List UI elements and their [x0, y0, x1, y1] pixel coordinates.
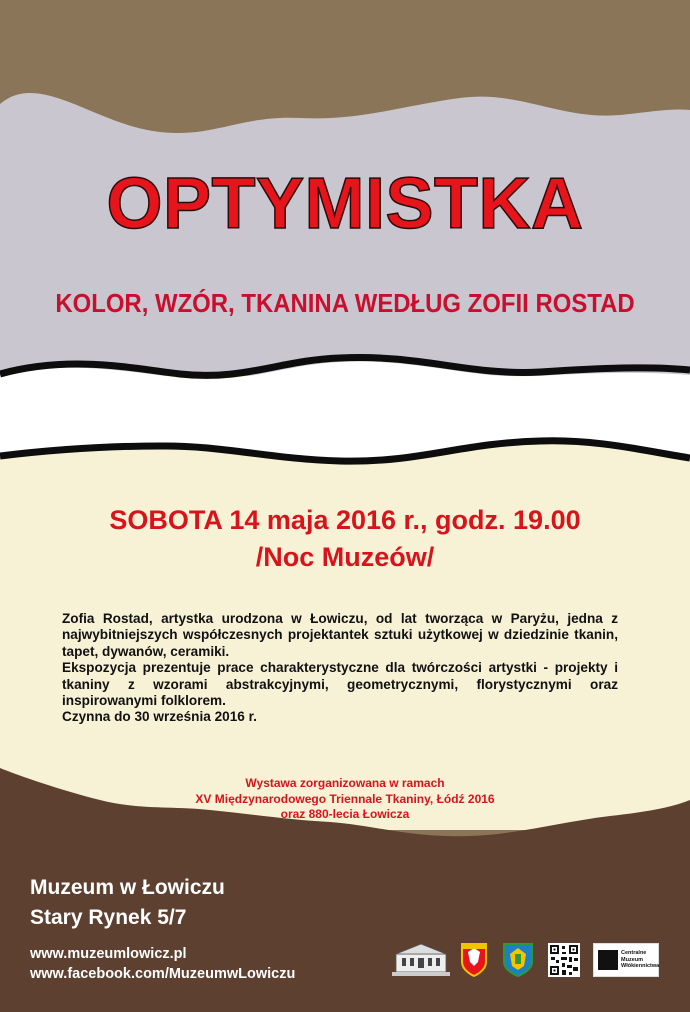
museum-building-logo [392, 940, 450, 980]
qr-code-icon [548, 943, 580, 977]
organization-note [150, 776, 540, 823]
poster-title: OPTYMISTKA [106, 164, 584, 244]
description-paragraph: Ekspozycja prezentuje prace charakterystyczne dla twórczości artystki - projekty i tkaniny z wzorami abstrakcyjnymi, geometrycznymi, florystycznymi oraz inspirowanymi folklorem. [62, 660, 618, 709]
museum-name: Muzeum w Łowiczu [30, 876, 225, 899]
coat-of-arms-county-icon [502, 942, 534, 978]
description-block [62, 611, 618, 726]
museum-address: Stary Rynek 5/7 [30, 906, 187, 929]
event-date: SOBOTA 14 maja 2016 r., godz. 19.00 [109, 505, 581, 535]
organization-line: XV Międzynarodowego Triennale Tkaniny, Łódź 2016 [195, 791, 495, 806]
organization-line: Wystawa zorganizowana w ramach [245, 776, 445, 790]
organization-line: oraz 880-lecia Łowicza [280, 807, 410, 821]
partner-logo-square-icon [598, 950, 618, 970]
partner-logo-text: Centralne Muzeum Włókiennictwa [621, 950, 660, 969]
museum-info [30, 873, 225, 933]
links [30, 944, 295, 984]
website-link[interactable]: www.muzeumlowicz.pl [30, 946, 187, 962]
facebook-link[interactable]: www.facebook.com/MuzeumwLowiczu [30, 966, 296, 982]
poster-subtitle: KOLOR, WZÓR, TKANINA WEDŁUG ZOFII ROSTAD [55, 288, 635, 318]
description-paragraph: Czynna do 30 września 2016 r. [62, 709, 257, 725]
coat-of-arms-lowicz-icon [460, 942, 488, 978]
description-paragraph: Zofia Rostad, artystka urodzona w Łowiczu, od lat tworząca w Paryżu, jedna z najwybitniejszych współczesnych projektantek sztuki użytkowej w dziedzinie tkanin, tapet, dywanów, ceramiki. [62, 611, 618, 659]
event-name: /Noc Muzeów/ [255, 542, 435, 572]
partner-museum-logo [593, 943, 659, 977]
